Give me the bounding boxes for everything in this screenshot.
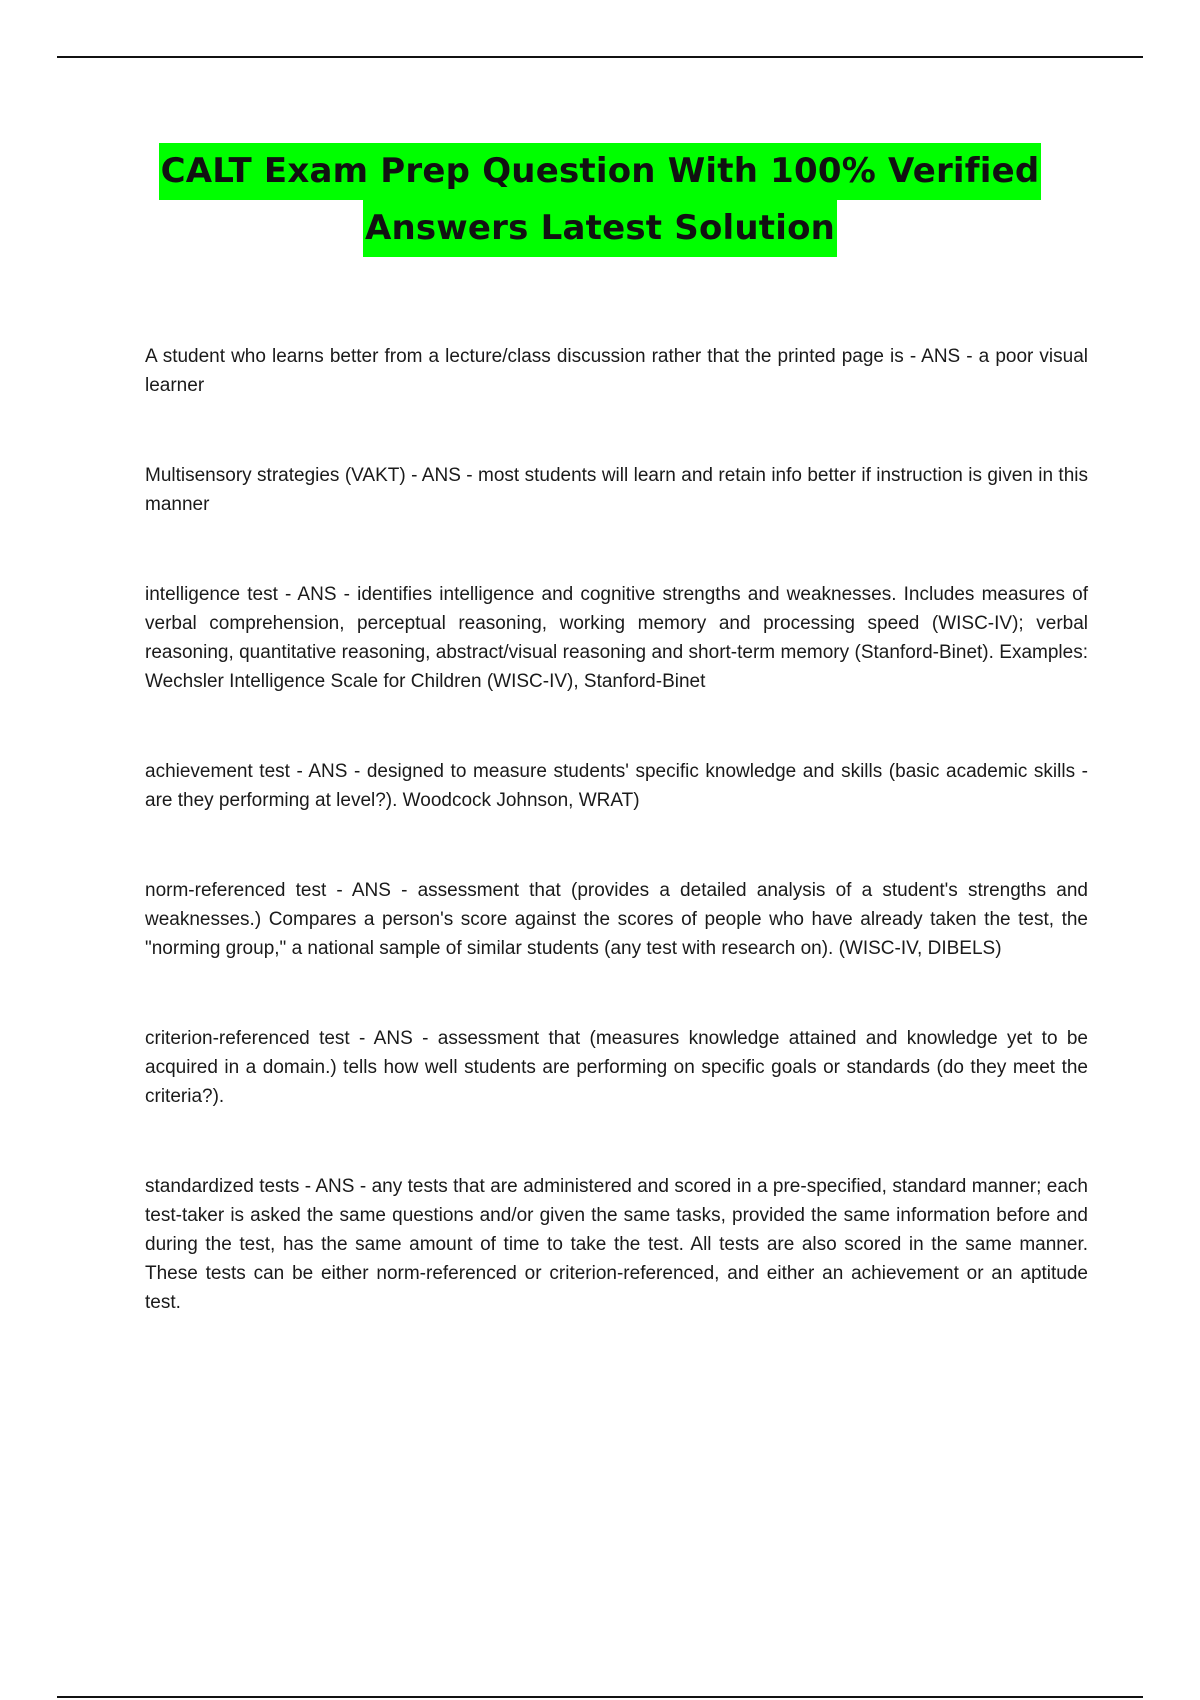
document-title — [100, 143, 1100, 257]
top-rule — [57, 56, 1143, 58]
qa-item-intelligence-test: intelligence test - ANS - identifies intelligence and cognitive strengths and weaknesses. Includes measures of verbal comprehension, perceptual reasoning, working memory and processing speed (WISC-IV); verbal reasoning, quantitative reasoning, abstract/visual reasoning and short-term memory (Stanford-Binet). Examples: Wechsler Intelligence Scale for Children (WISC-IV), Stanford-Binet — [145, 584, 1088, 692]
bottom-rule — [57, 1696, 1143, 1698]
qa-item-criterion-referenced: criterion-referenced test - ANS - assessment that (measures knowledge attained and knowledge yet to be acquired in a domain.) tells how well students are performing on specific goals or standards (do they meet the criteria?). — [145, 1028, 1088, 1107]
qa-item-visual-learner: A student who learns better from a lecture/class discussion rather that the printed page is - ANS - a poor visual learner — [145, 346, 1088, 396]
title-line-2: Answers Latest Solution — [363, 200, 837, 257]
qa-item-achievement-test: achievement test - ANS - designed to measure students' specific knowledge and skills (basic academic skills - are they performing at level?). Woodcock Johnson, WRAT) — [145, 761, 1088, 811]
title-line-1: CALT Exam Prep Question With 100% Verified — [159, 143, 1042, 200]
qa-item-multisensory: Multisensory strategies (VAKT) - ANS - most students will learn and retain info better if instruction is given in this manner — [145, 465, 1088, 515]
qa-item-norm-referenced: norm-referenced test - ANS - assessment that (provides a detailed analysis of a student's strengths and weaknesses.) Compares a person's score against the scores of people who have already taken the test, the "norming group," a national sample of similar students (any test with research on). (WISC-IV, DIBELS) — [145, 880, 1088, 959]
qa-list — [145, 342, 1088, 1378]
qa-item-standardized-tests: standardized tests - ANS - any tests that are administered and scored in a pre-specified, standard manner; each test-taker is asked the same questions and/or given the same tasks, provided the same information before and during the test, has the same amount of time to take the test. All tests are also scored in the same manner. These tests can be either norm-referenced or criterion-referenced, and either an achievement or an aptitude test. — [145, 1176, 1088, 1313]
